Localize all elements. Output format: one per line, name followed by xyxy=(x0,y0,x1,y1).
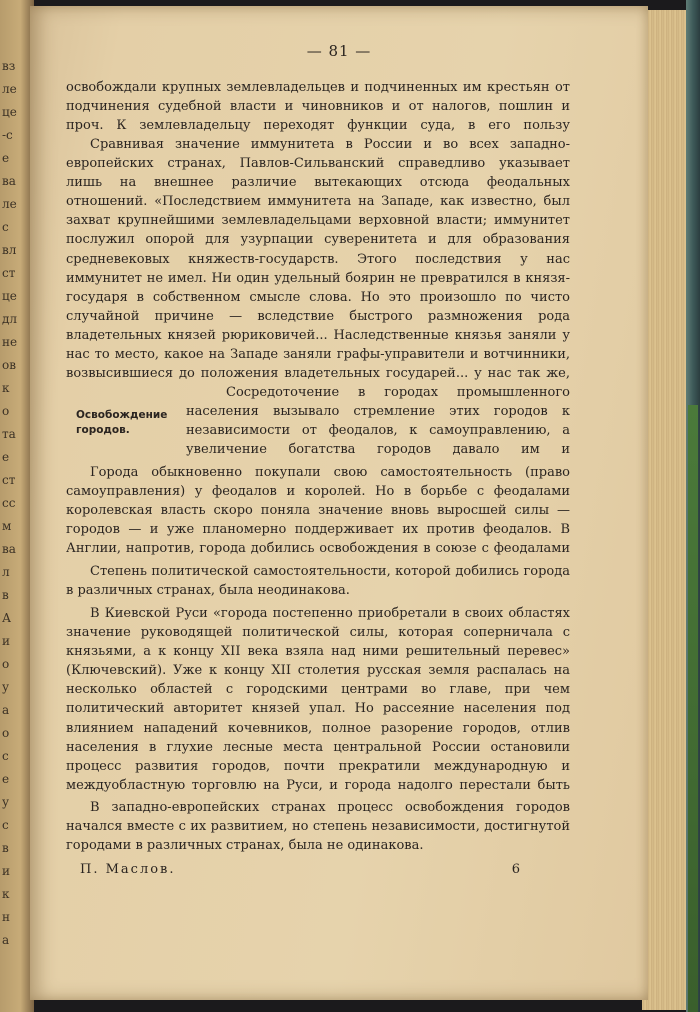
previous-page-fragment: у xyxy=(2,680,10,694)
previous-page-fragment: о xyxy=(2,404,10,418)
previous-page-fragment: а xyxy=(2,703,10,717)
previous-page-fragment: е xyxy=(2,151,10,165)
paragraph: Сравнивая значение иммунитета в России и во всех западно-европейских странах, Павлов-Сильванский справедливо указывает лишь на внешнее различие вытекающих отсюда феодальных отношений. «Последствием иммунитета на Западе, как известно, был захват крупнейшими землевладельцами верховной власти; иммунитет послужил опорой для узурпации суверенитета и для образования средневековых княжеств-государств. Этого последствия у нас иммунитет не имел. Ни один удельный боярин не превратился в князя-государя в собственном смысле слова. Но это произошло по чисто случайной причине — вследствие быстрого размножения рода владетельных князей рюриковичей... Наследственные князья заняли у нас то место, какое на Западе заняли графы-управители и вотчинники, возвысившиеся до положения владетельных государей... у нас так же, xyxy=(66,137,570,382)
signature-mark: 6 xyxy=(511,862,520,877)
previous-page-fragment: ле xyxy=(2,82,17,96)
previous-page-fragment: -с xyxy=(2,128,13,142)
previous-page-fragment: це xyxy=(2,289,17,303)
footer-author: П. Маслов. xyxy=(80,862,176,877)
paragraph: Степень политической самостоятельности, которой добились города в различных странах, была неодинакова. xyxy=(66,564,570,599)
body-text xyxy=(66,78,570,855)
previous-page-fragment: ст xyxy=(2,266,16,280)
previous-page-fragment: н xyxy=(2,910,10,924)
previous-page-fragment: це xyxy=(2,105,17,119)
previous-page-fragment: к xyxy=(2,381,10,395)
previous-page-fragment: о xyxy=(2,657,10,671)
margin-note: Освобождение городов. xyxy=(76,409,168,436)
previous-page-fragment: е xyxy=(2,450,10,464)
previous-page-fragment: с xyxy=(2,818,9,832)
previous-page-fragment: и xyxy=(2,634,10,648)
previous-page-fragment: а xyxy=(2,933,10,947)
previous-page-fragment: не xyxy=(2,335,18,349)
previous-page-fragment: в xyxy=(2,841,9,855)
previous-page-fragment: дл xyxy=(2,312,18,326)
paragraph: В Киевской Руси «города постепенно приобретали в своих областях значение руководящей политической силы, которая соперничала с князьями, а к концу XII века взяла над ними решительный перевес» (Ключевский). Уже к концу XII столетия русская земля распалась на несколько областей с городскими центрами во главе, при чем политический авторитет князей упал. Но рассеяние населения под влиянием нападений кочевников, полное разорение городов, отлив населения в глухие лесные места центральной России остановили процесс развития городов, почти прекратили международную и междуобластную торговлю на Руси, и города надолго перестали быть xyxy=(66,606,570,793)
paragraph: В западно-европейских странах процесс освобождения городов начался вместе с их развитием, но степень независимости, достигнутой городами в различных странах, была не одинакова. xyxy=(66,800,570,854)
previous-page-fragment: сс xyxy=(2,496,16,510)
previous-page-fragment: с xyxy=(2,220,9,234)
previous-page-fragment: у xyxy=(2,795,10,809)
previous-page-fragment: ов xyxy=(2,358,16,372)
previous-page-fragment: А xyxy=(2,611,12,625)
previous-page-fragment: о xyxy=(2,726,10,740)
page-footer xyxy=(80,862,520,877)
previous-page-fragment: в xyxy=(2,588,9,602)
previous-page-fragment: ва xyxy=(2,174,16,188)
paragraph: освобождали крупных землевладельцев и подчиненных им крестьян от подчинения судебной власти и чиновников и от налогов, пошлин и проч. К землевладельцу переходят функции суда, в его пользу xyxy=(66,80,570,134)
book-cover-edge xyxy=(686,0,700,1012)
previous-page-edge xyxy=(0,0,34,1012)
previous-page-fragment: с xyxy=(2,749,9,763)
previous-page-fragment: м xyxy=(2,519,12,533)
previous-page-fragment: вз xyxy=(2,59,16,73)
paragraph: Сосредоточение в городах промышленного населения вызывало стремление этих городов к независимости от феодалов, к самоуправлению, а увеличение богатства городов давало им и xyxy=(186,385,570,458)
previous-page-fragment: та xyxy=(2,427,16,441)
book-page xyxy=(30,6,648,1000)
previous-page-fragment: ле xyxy=(2,197,17,211)
page-number: — 81 — xyxy=(306,42,372,60)
previous-page-fragment: к xyxy=(2,887,10,901)
previous-page-fragment: вл xyxy=(2,243,17,257)
previous-page-fragment: и xyxy=(2,864,10,878)
previous-page-fragment: е xyxy=(2,772,10,786)
previous-page-fragment: ва xyxy=(2,542,16,556)
previous-page-fragment: ст xyxy=(2,473,16,487)
paragraph: Города обыкновенно покупали свою самостоятельность (право самоуправления) у феодалов и королей. Но в борьбе с феодалами королевская власть скоро поняла значение вновь выросшей силы — городов — и уже планомерно поддерживает их против феодалов. В Англии, напротив, города добились освобождения в союзе с феодалами xyxy=(66,465,570,557)
previous-page-fragment: л xyxy=(2,565,10,579)
